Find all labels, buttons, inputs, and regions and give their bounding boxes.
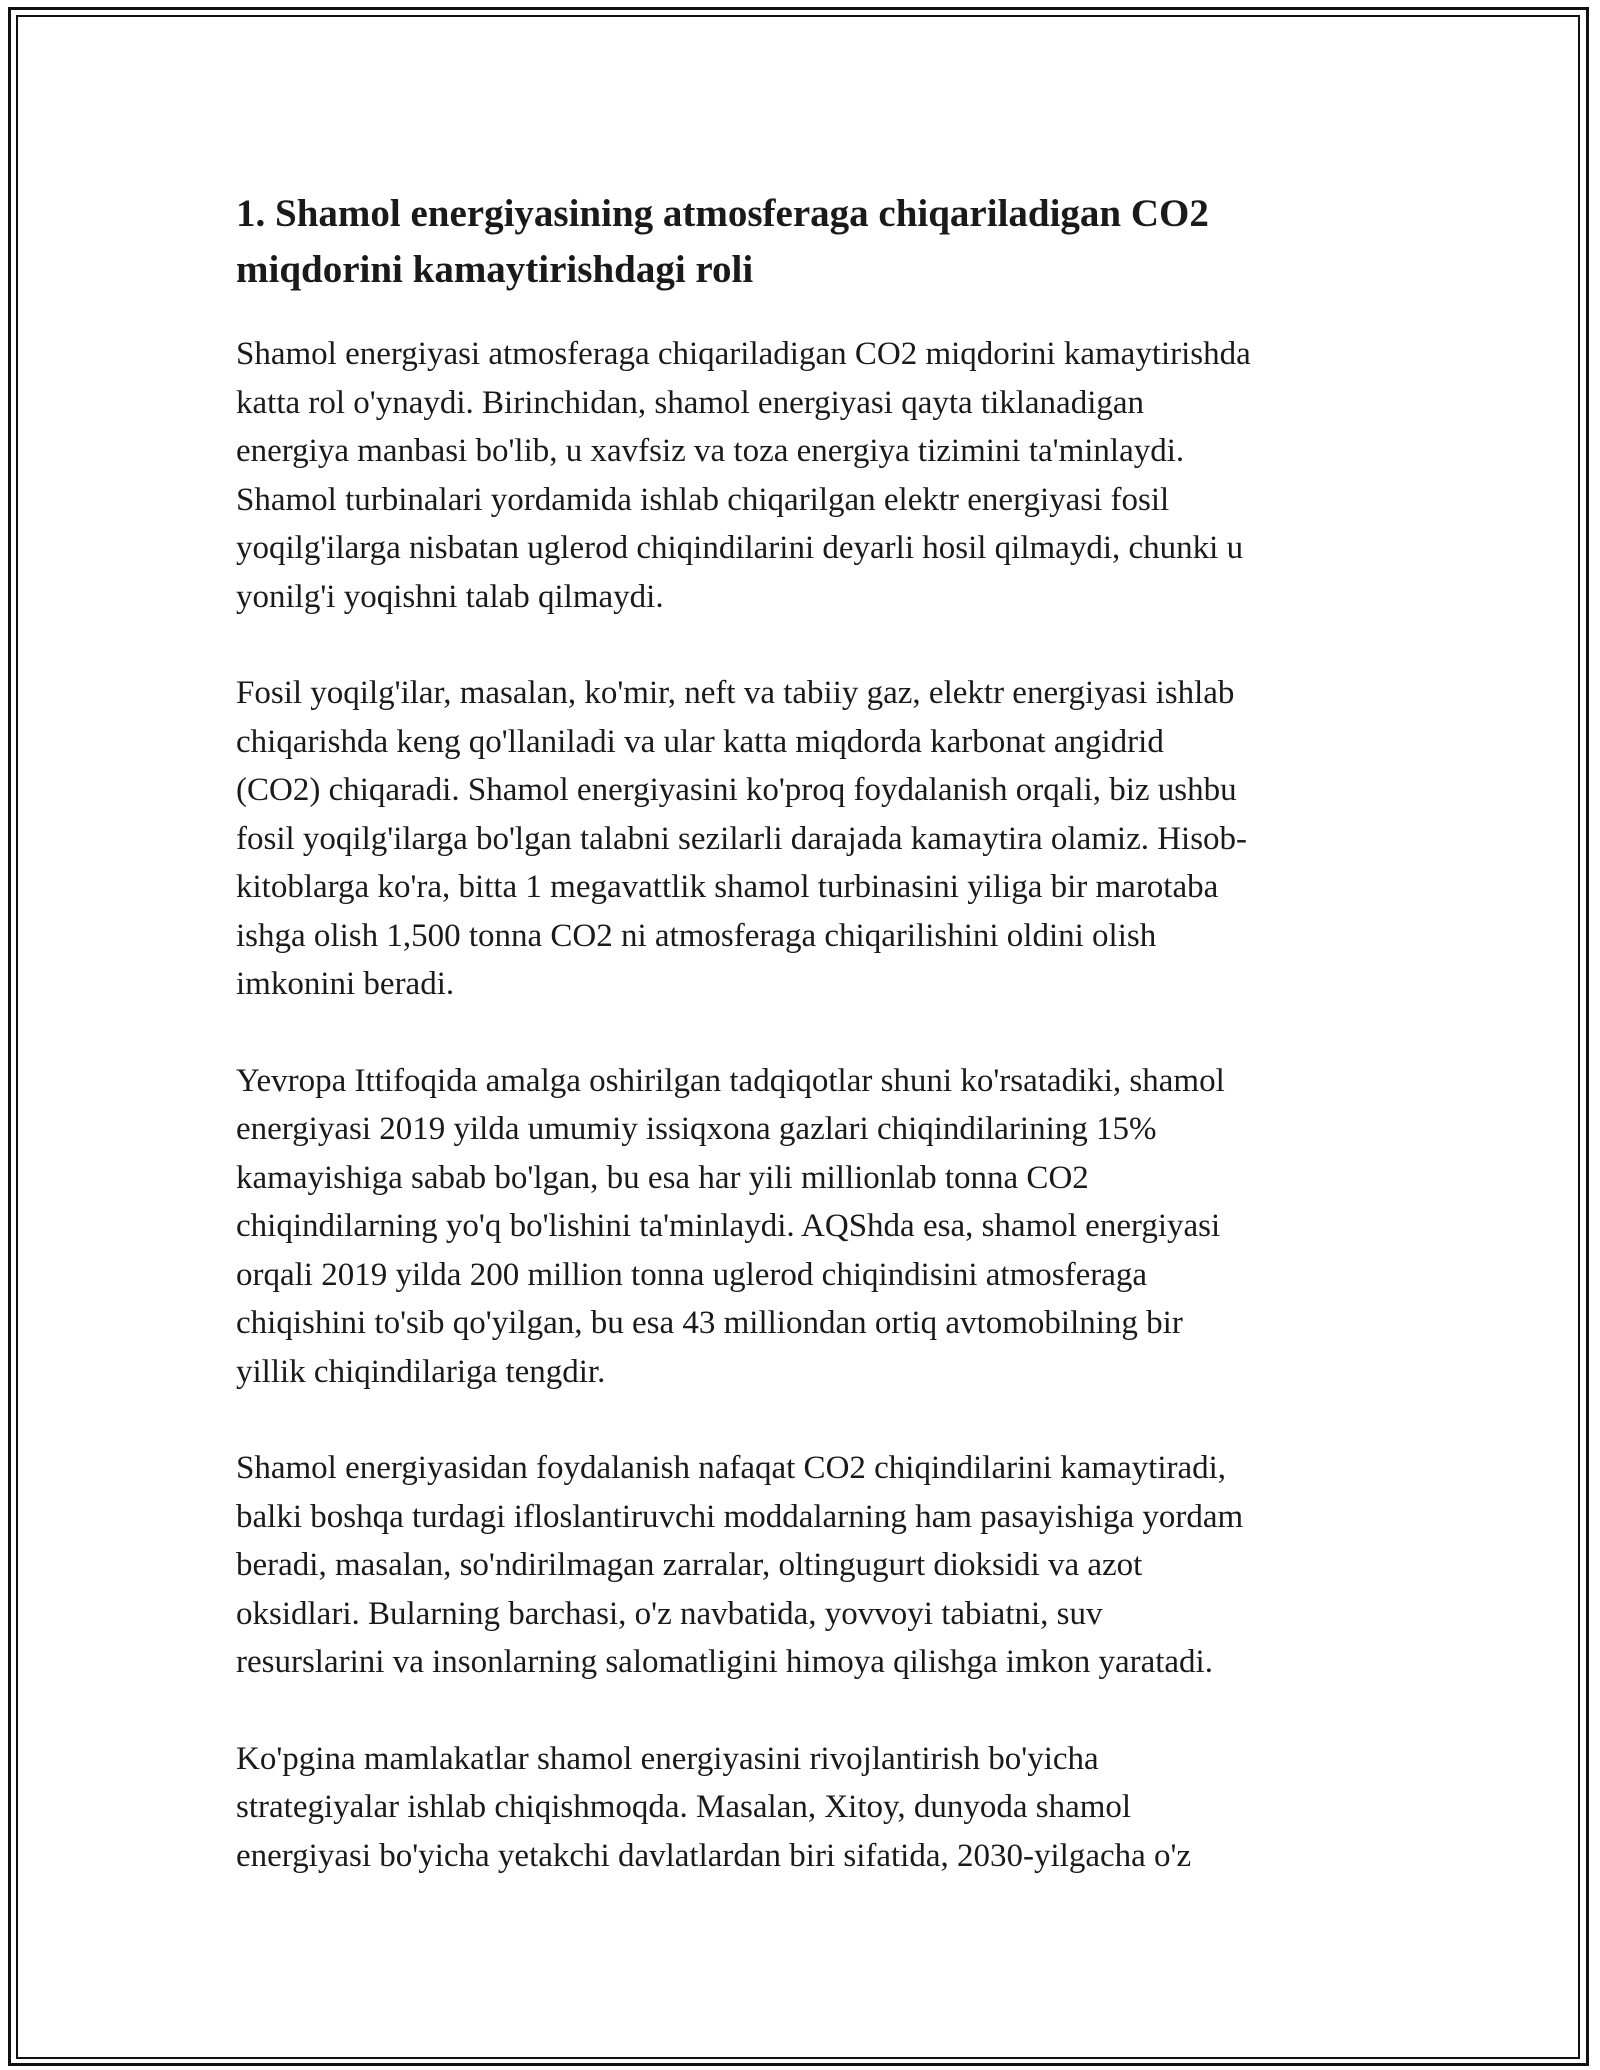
text-line: energiyasi 2019 yilda umumiy issiqxona gazlari chiqindilarining 15% <box>236 1111 1157 1147</box>
text-line: balki boshqa turdagi ifloslantiruvchi moddalarning ham pasayishiga yordam <box>236 1498 1244 1535</box>
text-line: fosil yoqilg'ilarga bo'lgan talabni sezilarli darajada kamaytira olamiz. Hisob- <box>236 820 1248 857</box>
section-heading <box>236 186 1380 298</box>
text-line: chiqindilarning yo'q bo'lishini ta'minlaydi. AQShda esa, shamol energiyasi <box>236 1208 1221 1244</box>
text-line: strategiyalar ishlab chiqishmoqda. Masalan, Xitoy, dunyoda shamol <box>236 1789 1132 1825</box>
text-line: beradi, masalan, so'ndirilmagan zarralar, oltingugurt dioksidi va azot <box>236 1547 1143 1583</box>
text-line: imkonini beradi. <box>236 966 455 1002</box>
text-line: yillik chiqindilariga tengdir. <box>236 1353 606 1390</box>
heading-line: miqdorini kamaytirishdagi roli <box>236 248 754 291</box>
text-line: Shamol turbinalari yordamida ishlab chiqarilgan elektr energiyasi fosil <box>236 481 1170 518</box>
text-line: chiqishini to'sib qo'yilgan, bu esa 43 milliondan ortiq avtomobilning bir <box>236 1305 1183 1341</box>
text-line: Shamol energiyasi atmosferaga chiqariladigan CO2 miqdorini kamaytirishda <box>236 336 1251 372</box>
text-line: Shamol energiyasidan foydalanish nafaqat CO2 chiqindilarini kamaytiradi, <box>236 1450 1227 1486</box>
text-line: Yevropa Ittifoqida amalga oshirilgan tadqiqotlar shuni ko'rsatadiki, shamol <box>236 1062 1225 1099</box>
text-line: yoqilg'ilarga nisbatan uglerod chiqindilarini deyarli hosil qilmaydi, chunki u <box>236 530 1244 566</box>
paragraph-4 <box>236 1444 1380 1687</box>
text-line: Ko'pgina mamlakatlar shamol energiyasini rivojlantirish bo'yicha <box>236 1740 1099 1777</box>
paragraph-5 <box>236 1735 1380 1881</box>
text-line: kitoblarga ko'ra, bitta 1 megavattlik shamol turbinasini yiliga bir marotaba <box>236 869 1219 905</box>
paragraph-3 <box>236 1057 1380 1397</box>
paragraph-1 <box>236 330 1380 621</box>
text-line: ishga olish 1,500 tonna CO2 ni atmosferaga chiqarilishini oldini olish <box>236 917 1157 954</box>
text-line: orqali 2019 yilda 200 million tonna uglerod chiqindisini atmosferaga <box>236 1256 1147 1293</box>
text-line: energiya manbasi bo'lib, u xavfsiz va toza energiya tizimini ta'minlaydi. <box>236 433 1185 469</box>
paragraph-2 <box>236 669 1380 1009</box>
text-line: kamayishiga sabab bo'lgan, bu esa har yili millionlab tonna CO2 <box>236 1159 1089 1196</box>
text-line: resurslarini va insonlarning salomatligini himoya qilishga imkon yaratadi. <box>236 1644 1213 1680</box>
text-line: katta rol o'ynaydi. Birinchidan, shamol energiyasi qayta tiklanadigan <box>236 384 1145 421</box>
document-body <box>236 186 1380 1928</box>
heading-line: 1. Shamol energiyasining atmosferaga chiqariladigan CO2 <box>236 192 1209 235</box>
text-line: Fosil yoqilg'ilar, masalan, ko'mir, neft va tabiiy gaz, elektr energiyasi ishlab <box>236 675 1235 711</box>
text-line: (CO2) chiqaradi. Shamol energiyasini ko'proq foydalanish orqali, biz ushbu <box>236 772 1237 808</box>
text-line: energiyasi bo'yicha yetakchi davlatlardan biri sifatida, 2030-yilgacha o'z <box>236 1837 1192 1874</box>
text-line: chiqarishda keng qo'llaniladi va ular katta miqdorda karbonat angidrid <box>236 723 1164 760</box>
text-line: oksidlari. Bularning barchasi, o'z navbatida, yovvoyi tabiatni, suv <box>236 1595 1103 1632</box>
text-line: yonilg'i yoqishni talab qilmaydi. <box>236 578 664 615</box>
